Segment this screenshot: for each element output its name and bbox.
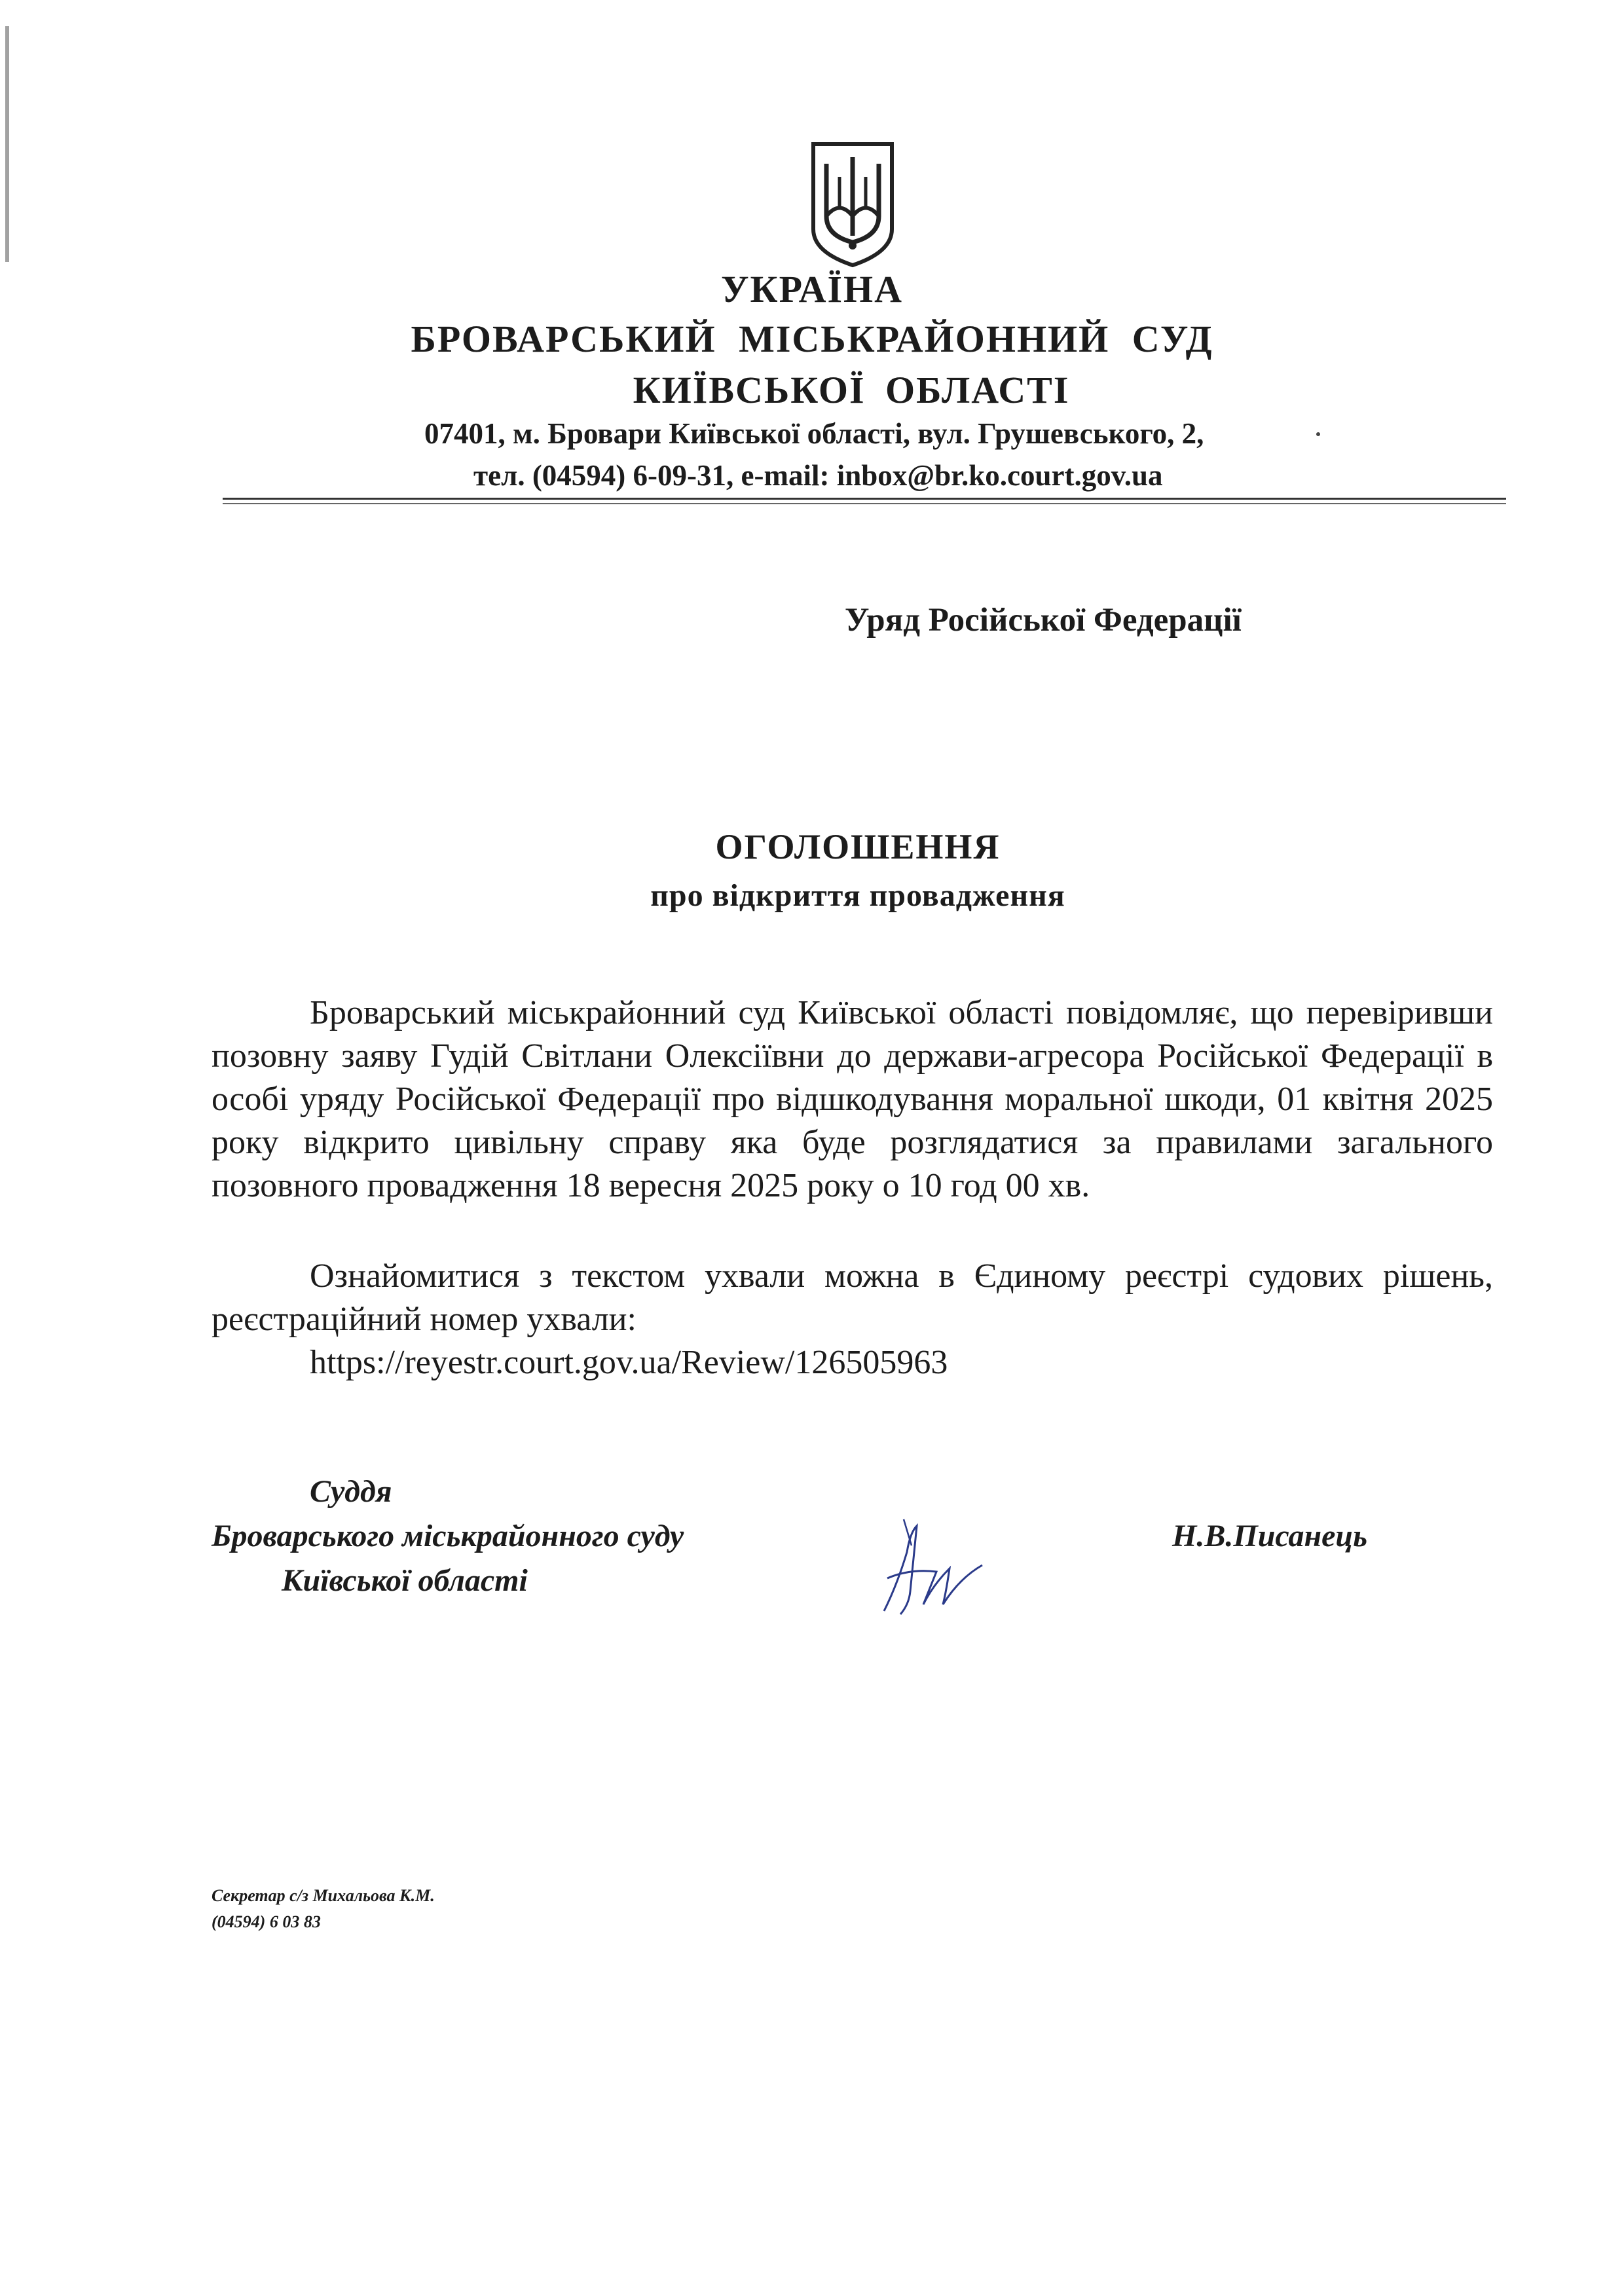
notice-subtitle: про відкриття провадження bbox=[650, 878, 1065, 913]
registry-link[interactable]: https://reyestr.court.gov.ua/Review/126505963 bbox=[310, 1344, 948, 1381]
court-name-line2: КИЇВСЬКОЇ ОБЛАСТІ bbox=[633, 369, 1070, 411]
court-address: 07401, м. Бровари Київської області, вул. Грушевського, 2, bbox=[424, 417, 1204, 450]
scan-edge bbox=[5, 26, 9, 262]
judge-name: Н.В.Писанець bbox=[1172, 1519, 1368, 1553]
signer-court: Броварського міськрайонного суду bbox=[212, 1519, 684, 1553]
notice-paragraph-2: Ознайомитися з текстом ухвали можна в Єдиному реєстрі судових рішень, реєстраційний номер ухвали: bbox=[212, 1257, 1493, 1338]
notice-paragraph-1: Броварський міськрайонний суд Київської області повідомляє, що перевіривши позовну заяву Гудій Світлани Олексіївни до держави-агресора Російської Федерації в особі уряду Російської Федерації про відшкодування моральної шкоди, 01 квітня 2025 року відкрито цивільну справу яка буде розглядатися за правилами загального позовного провадження 18 вересня 2025 року о 10 год 00 хв. bbox=[212, 994, 1493, 1204]
scan-dot bbox=[1316, 432, 1320, 436]
header-divider bbox=[223, 498, 1506, 500]
signer-role: Суддя bbox=[310, 1474, 392, 1509]
handwritten-signature bbox=[871, 1506, 1002, 1624]
signer-region: Київської області bbox=[282, 1563, 528, 1598]
court-contacts: тел. (04594) 6-09-31, e-mail: inbox@br.ko.court.gov.ua bbox=[473, 459, 1163, 492]
header-divider-secondary bbox=[223, 503, 1506, 504]
notice-title: ОГОЛОШЕННЯ bbox=[715, 827, 1001, 866]
court-name-line1: БРОВАРСЬКИЙ МІСЬКРАЙОННИЙ СУД bbox=[411, 318, 1213, 360]
secretary-name: Секретар с/з Михальова К.М. bbox=[212, 1886, 435, 1905]
country-title: УКРАЇНА bbox=[720, 268, 904, 310]
trident-emblem-icon bbox=[807, 138, 898, 268]
recipient: Уряд Російської Федерації bbox=[845, 602, 1242, 639]
secretary-phone: (04594) 6 03 83 bbox=[212, 1912, 321, 1931]
